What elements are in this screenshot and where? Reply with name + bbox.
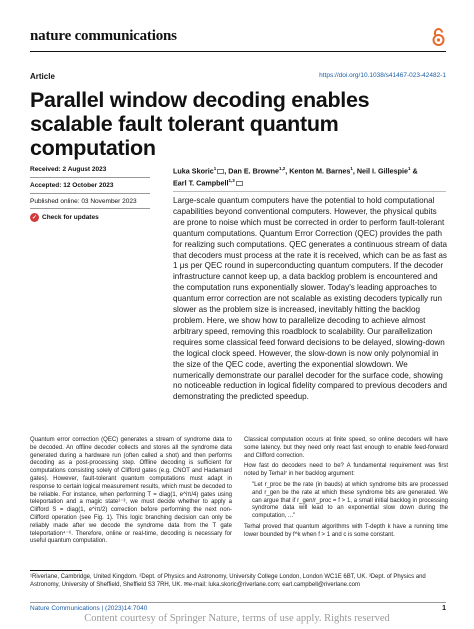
affiliation-marker: 1: [408, 166, 411, 171]
author-name[interactable]: , Neil I. Gillespie: [352, 166, 408, 176]
email-icon[interactable]: [236, 181, 243, 186]
author-name[interactable]: Luka Skoric: [173, 166, 214, 176]
courtesy-watermark: Content courtesy of Springer Nature, terms of use apply. Rights reserved: [84, 613, 390, 624]
meta-divider: [30, 193, 150, 194]
article-type: Article: [30, 72, 55, 81]
header-rule: [30, 51, 446, 52]
journal-title: nature communications: [30, 28, 177, 44]
paper-title: Parallel window decoding enables scalable fault tolerant quantum computation: [30, 88, 370, 160]
accepted-date: Accepted: 12 October 2023: [30, 182, 114, 189]
page-number: 1: [442, 605, 446, 612]
author-list: [173, 164, 433, 189]
affiliations: ¹Riverlane, Cambridge, United Kingdom. ²Dept. of Physics and Astronomy, University College London, London WC1E 6BT, UK. ³Dept. of Physics and Astronomy, University of Sheffield, Sheffield S3 7RH, UK. ✉e-mail: luka.skoric@riverlane.com; earl.campbell@riverlane.com: [30, 574, 426, 588]
check-updates-label: Check for updates: [42, 214, 99, 221]
footer-citation: Nature Communications | (2023)14:7040: [30, 605, 148, 612]
body-paragraph: Terhal proved that quantum algorithms with T-depth k have a running time lower bounded by f^k when f > 1 and c is some constant.: [244, 523, 448, 538]
received-date: Received: 2 August 2023: [30, 166, 107, 173]
affiliation-marker: 1: [213, 166, 217, 171]
body-paragraph: Quantum error correction (QEC) generates a stream of syndrome data to be decoded. An offline decoder collects and stores all the syndrome data generated during a hardware run (often called a shot) and then performs decoding as a post-processing step. Offline decoding is sufficient for computations consisting solely of Clifford gates (e.g. CNOT and Hadamard gates). However, fault-tolerant quantum computations must adapt in response to certain logical measurement results, which must be decoded to be reliable. For instance, when performing T = diag(1, e^iπ/4) gates using teleportation and a magic state¹⁻³, we must decide whether to apply a Clifford S = diag(1, e^iπ/2) correction before performing the next non-Clifford operation (see Fig. 1). This logic branching decision can only be reliably made after we decode the syndrome data from the T gate teleportation⁴⁻⁶. Therefore, online or real-time, decoding is necessary for useful quantum computation.: [30, 437, 232, 545]
published-date: Published online: 03 November 2023: [30, 198, 137, 205]
body-paragraph: How fast do decoders need to be? A fundamental requirement was first noted by Terhal⁷ in her backlog argument:: [244, 463, 448, 478]
author-name[interactable]: , Dan E. Browne: [224, 166, 279, 176]
meta-divider: [30, 177, 150, 178]
author-name[interactable]: , Kenton M. Barnes: [285, 166, 351, 176]
meta-divider: [30, 208, 150, 209]
body-column-left: [30, 437, 232, 546]
doi-link[interactable]: https://doi.org/10.1038/s41467-023-42482-1: [319, 72, 446, 79]
body-paragraph: Classical computation occurs at finite speed, so online decoders will have some latency. but they need only react fast enough to enable feed-forward and Clifford correction.: [244, 437, 448, 459]
footer-rule: [30, 602, 446, 603]
check-updates-icon: ✓: [31, 215, 38, 221]
author-name[interactable]: & Earl T. Campbell: [173, 166, 418, 188]
affiliation-divider: [30, 570, 82, 571]
affiliation-marker: 1: [350, 166, 353, 171]
open-access-icon: [431, 27, 446, 47]
abstract: Large-scale quantum computers have the potential to hold computational capabilities beyond conventional computers. However, the physical qubits are prone to noise which must be corrected in order to perform fault-tolerant quantum computations. Quantum Error Correction (QEC) provides the path for realizing such computations. QEC generates a continuous stream of data that decoders must process at the rate it is received, which can be as fast as 1 μs per QEC round in superconducting quantum computers. If the decoder infrastructure cannot keep up, a data backlog problem is encountered and the computation runs exponentially slower. Today's leading approaches to quantum error correction are not scalable as existing decoders typically run slower as the problem size is increased, inevitably hitting the backlog problem. Here, we show how to parallelize decoding to achieve almost arbitrary speed, removing this roadblock to scalability. Our parallelization requires some classical feed forward decisions to be delayed, slowing-down the logical clock speed. However, the slow-down is now only polynomial in the size of the QEC code, averting the exponential slowdown. We numerically demonstrate our parallel decoder for the surface code, showing no noticeable reduction in logical fidelity compared to previous decoders and demonstrating the predicted speedup.: [173, 196, 448, 402]
affiliation-marker: 1,3: [228, 178, 235, 184]
body-column-right: [244, 437, 448, 543]
block-quote: "Let r_proc be the rate (in bauds) at which syndrome bits are processed and r_gen be the rate at which these syndrome bits are generated. We can argue that if r_gen/r_proc = f > 1, a small initial backlog in processing syndrome data will lead to an exponential slow down during the computation, ...": [252, 481, 448, 520]
abstract-divider: [173, 191, 446, 192]
affiliation-marker: 1,2: [278, 166, 286, 171]
check-updates-button[interactable]: [30, 213, 150, 222]
